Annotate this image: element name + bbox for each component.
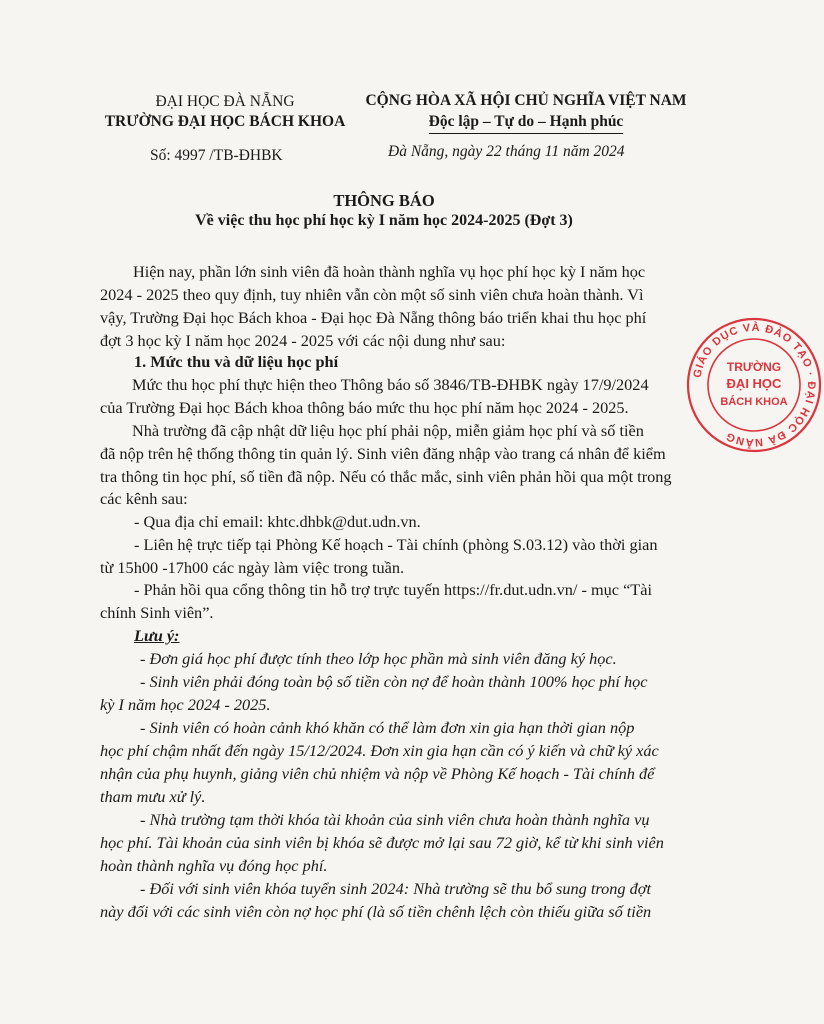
note-label: Lưu ý: <box>134 626 180 645</box>
svg-text:GIÁO DỤC VÀ ĐÀO TẠO · ĐẠI HỌC: GIÁO DỤC VÀ ĐÀO TẠO · ĐẠI HỌC ĐÀ NẴNG <box>691 321 818 449</box>
list-item-continued: chính Sinh viên”. <box>100 603 214 622</box>
note-item: - Sinh viên phải đóng toàn bộ số tiền còn nợ để hoàn thành 100% học phí học <box>140 672 648 691</box>
document-number: Số: 4997 /TB-ĐHBK <box>150 147 283 164</box>
paragraph-line: đã nộp trên hệ thống thông tin quản lý. Sinh viên đăng nhập vào trang cá nhân để kiểm <box>100 444 666 463</box>
list-item: - Qua địa chỉ email: khtc.dhbk@dut.udn.vn. <box>134 512 421 531</box>
page-subtitle: Về việc thu học phí học kỳ I năm học 2024-2025 (Đợt 3) <box>195 212 573 229</box>
note-item-continued: kỳ I năm học 2024 - 2025. <box>100 695 271 714</box>
paragraph-line: các kênh sau: <box>100 489 188 508</box>
paragraph-line: của Trường Đại học Bách khoa thông báo mức thu học phí năm học 2024 - 2025. <box>100 398 629 417</box>
note-item: - Sinh viên có hoàn cảnh khó khăn có thể làm đơn xin gia hạn thời gian nộp <box>140 718 635 737</box>
list-item: - Phản hồi qua cổng thông tin hỗ trợ trực tuyến https://fr.dut.udn.vn/ - mục “Tài <box>134 580 653 599</box>
note-item: - Đơn giá học phí được tính theo lớp học phần mà sinh viên đăng ký học. <box>140 649 617 668</box>
svg-text:ĐẠI HỌC: ĐẠI HỌC <box>726 376 782 391</box>
paragraph-line: đợt 3 học kỳ I năm học 2024 - 2025 với các nội dung như sau: <box>100 331 506 350</box>
paragraph-line: tra thông tin học phí, số tiền đã nộp. Nếu có thắc mắc, sinh viên phản hồi qua một trong <box>100 467 672 486</box>
list-item-continued: từ 15h00 -17h00 các ngày làm việc trong tuần. <box>100 558 405 577</box>
note-item-continued: hoàn thành nghĩa vụ đóng học phí. <box>100 856 328 875</box>
note-item-continued: nhận của phụ huynh, giảng viên chủ nhiệm và nộp về Phòng Kế hoạch - Tài chính để <box>100 764 655 783</box>
note-item-continued: tham mưu xử lý. <box>100 787 206 806</box>
issuer-name: TRƯỜNG ĐẠI HỌC BÁCH KHOA <box>104 113 346 130</box>
issuer-block <box>100 92 350 132</box>
paragraph-line: Hiện nay, phần lớn sinh viên đã hoàn thành nghĩa vụ học phí học kỳ I năm học <box>133 262 646 281</box>
paragraph-line: vậy, Trường Đại học Bách khoa - Đại học Đà Nẵng thông báo triển khai thu học phí <box>100 308 647 327</box>
page-title: THÔNG BÁO <box>333 191 435 210</box>
svg-text:BÁCH KHOA: BÁCH KHOA <box>720 396 788 408</box>
issuer-parent: ĐẠI HỌC ĐÀ NẴNG <box>155 93 295 110</box>
document-date: Đà Nẵng, ngày 22 tháng 11 năm 2024 <box>388 143 625 160</box>
note-item-continued: này đối với các sinh viên còn nợ học phí (là số tiền chênh lệch còn thiếu giữa số tiền <box>100 902 652 921</box>
nation-block <box>356 90 696 134</box>
nation-motto: Độc lập – Tự do – Hạnh phúc <box>429 111 624 134</box>
official-seal-icon <box>684 315 824 455</box>
note-item-continued: học phí. Tài khoản của sinh viên bị khóa sẽ được mở lại sau 72 giờ, kể từ khi sinh viên <box>100 833 664 852</box>
paragraph-line: Mức thu học phí thực hiện theo Thông báo số 3846/TB-ĐHBK ngày 17/9/2024 <box>132 375 649 394</box>
note-item-continued: học phí chậm nhất đến ngày 15/12/2024. Đơn xin gia hạn cần có ý kiến và chữ ký xác <box>100 741 659 760</box>
paragraph-line: 2024 - 2025 theo quy định, tuy nhiên vẫn còn một số sinh viên chưa hoàn thành. Vì <box>100 285 644 304</box>
paragraph-line: Nhà trường đã cập nhật dữ liệu học phí phải nộp, miễn giảm học phí và số tiền <box>132 421 644 440</box>
note-item: - Đối với sinh viên khóa tuyển sinh 2024: Nhà trường sẽ thu bổ sung trong đợt <box>140 879 651 898</box>
svg-text:TRƯỜNG: TRƯỜNG <box>726 360 782 374</box>
list-item: - Liên hệ trực tiếp tại Phòng Kế hoạch - Tài chính (phòng S.03.12) vào thời gian <box>134 535 658 554</box>
nation-title: CỘNG HÒA XÃ HỘI CHỦ NGHĨA VIỆT NAM <box>365 92 687 109</box>
note-item: - Nhà trường tạm thời khóa tài khoản của sinh viên chưa hoàn thành nghĩa vụ <box>140 810 650 829</box>
section-heading: 1. Mức thu và dữ liệu học phí <box>134 352 339 371</box>
